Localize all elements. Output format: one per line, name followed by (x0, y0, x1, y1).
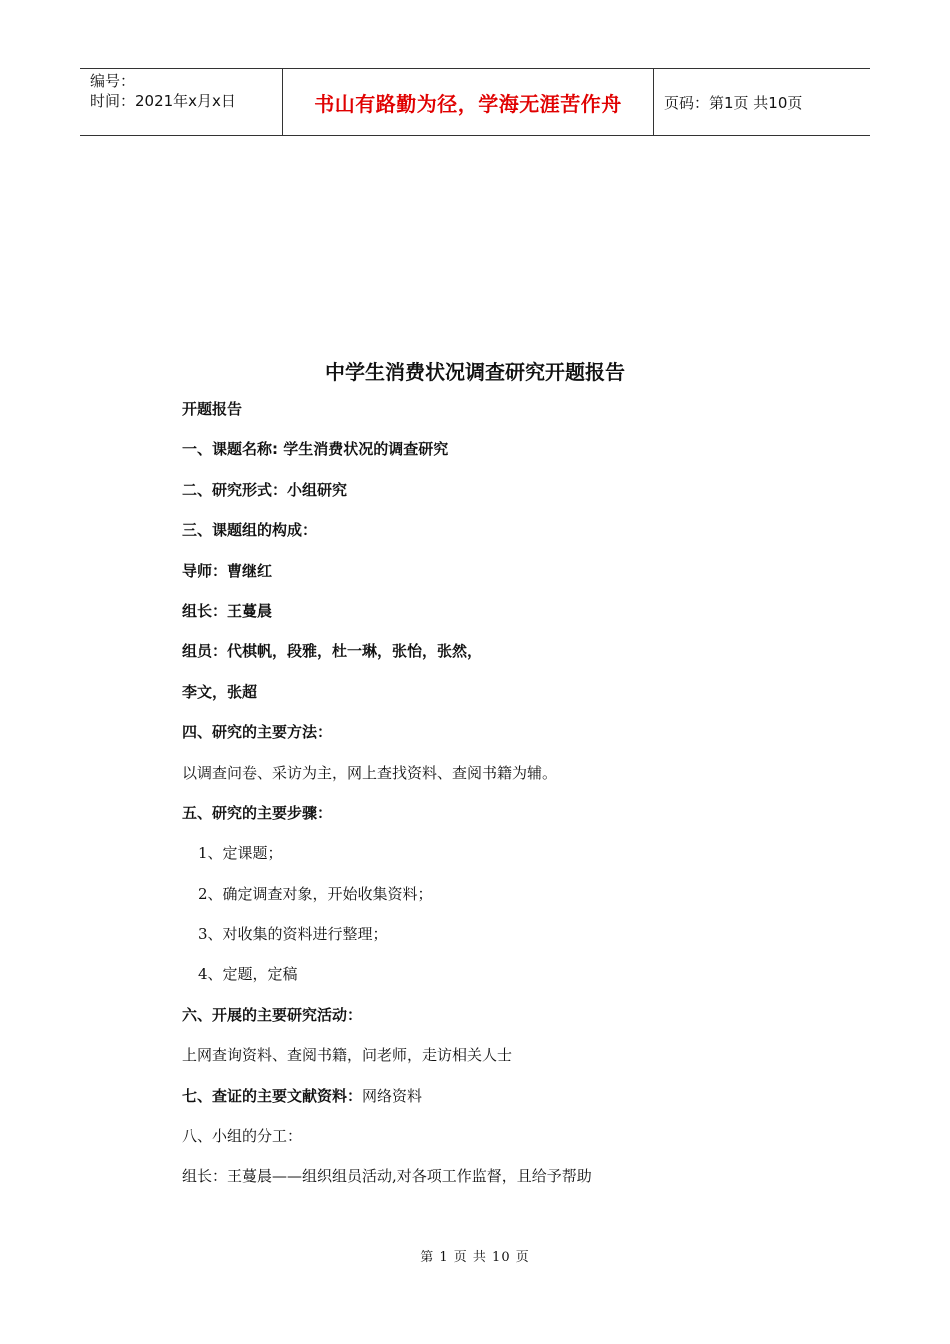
header-meta (80, 69, 282, 135)
group-heading: 三、课题组的构成： (182, 521, 318, 540)
step-item: 3、对收集的资料进行整理； (198, 925, 388, 944)
leader: 组长：王蔓晨 (182, 601, 273, 620)
header-page-info: 页码：第1页 共10页 (664, 93, 803, 112)
step-item: 1、定课题； (198, 844, 283, 863)
document-title: 中学生消费状况调查研究开题报告 (325, 360, 625, 384)
step-item: 4、定题，定稿 (198, 965, 298, 984)
header-motto: 书山有路勤为径，学海无涯苦作舟 (282, 69, 654, 135)
references (182, 1084, 822, 1124)
document-header (80, 68, 870, 136)
step-item: 2、确定调查对象，开始收集资料； (198, 884, 433, 903)
members: 组员：代棋帆，段雅，杜一琳，张怡，张然， (182, 642, 483, 661)
methods-heading: 四、研究的主要方法： (182, 723, 333, 742)
division-leader: 组长：王蔓晨——组织组员活动,对各项工作监督，且给予帮助 (182, 1167, 592, 1186)
steps-heading: 五、研究的主要步骤： (182, 803, 333, 822)
division-heading: 八、小组的分工： (182, 1127, 303, 1146)
header-time: 时间：2021年x月x日 (90, 92, 236, 110)
mentor: 导师：曹继红 (182, 561, 273, 580)
subtitle: 开题报告 (182, 400, 243, 418)
document-body (182, 397, 822, 1205)
references-label: 七、查证的主要文献资料： (182, 1086, 363, 1105)
activities-heading: 六、开展的主要研究活动： (182, 1005, 363, 1024)
topic-name-value: 学生消费状况的调查研究 (278, 440, 449, 459)
members-continued: 李文，张超 (182, 682, 258, 701)
header-number: 编号： (90, 72, 136, 90)
activities-text: 上网查询资料、查阅书籍，问老师，走访相关人士 (182, 1046, 513, 1065)
research-form: 二、研究形式：小组研究 (182, 480, 348, 499)
page-footer: 第 1 页 共 10 页 (420, 1250, 530, 1265)
topic-name-label: 一、课题名称: (182, 440, 278, 459)
topic-name (182, 437, 822, 477)
references-value: 网络资料 (362, 1086, 423, 1105)
methods-text: 以调查问卷、采访为主，网上查找资料、查阅书籍为辅。 (182, 763, 558, 782)
